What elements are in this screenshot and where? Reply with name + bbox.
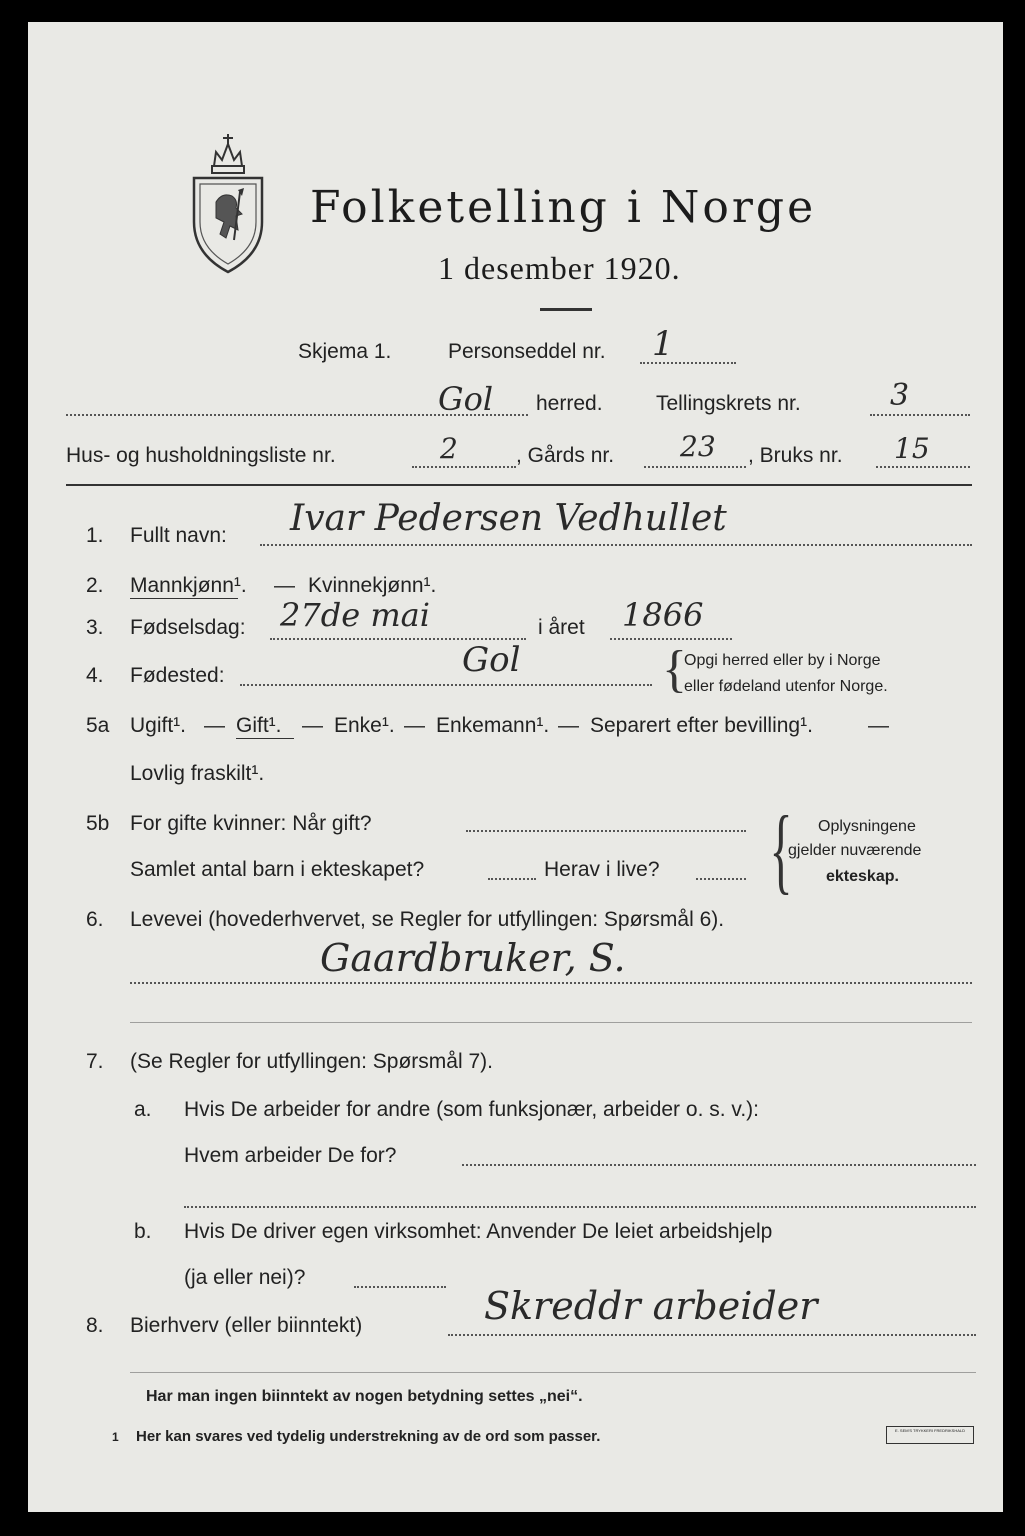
q7b-line2: (ja eller nei)? xyxy=(184,1266,306,1289)
bruks-value: 15 xyxy=(894,432,930,465)
q6-number: 6. xyxy=(86,908,104,931)
tellingskrets-value: 3 xyxy=(890,378,910,413)
herred-label: herred. xyxy=(536,392,603,415)
q5a-dash-4: — xyxy=(558,714,579,737)
q1-line xyxy=(260,544,972,546)
husholdningsliste-value: 2 xyxy=(440,432,458,465)
q5a-gift[interactable]: Gift¹. xyxy=(236,714,282,737)
skjema-label: Skjema 1. xyxy=(298,340,392,363)
gards-value: 23 xyxy=(680,430,716,463)
q3-number: 3. xyxy=(86,616,104,639)
form-title: Folketelling i Norge xyxy=(310,182,817,233)
q7a-line1: Hvis De arbeider for andre (som funksjonær, arbeider o. s. v.): xyxy=(184,1098,760,1121)
q1-label: Fullt navn: xyxy=(130,524,227,547)
q5a-dash-2: — xyxy=(302,714,323,737)
q2-number: 2. xyxy=(86,574,104,597)
gards-line xyxy=(644,466,746,468)
tellingskrets-label: Tellingskrets nr. xyxy=(656,392,801,415)
q1-value: Ivar Pedersen Vedhullet xyxy=(290,498,727,539)
husholdningsliste-line xyxy=(412,466,516,468)
q4-value: Gol xyxy=(462,640,521,680)
q5b-note-line1: Oplysningene xyxy=(818,818,916,835)
q7a-line xyxy=(462,1164,976,1166)
q5b-married-line xyxy=(466,830,746,832)
q3-year-value: 1866 xyxy=(622,596,704,634)
norwegian-coat-of-arms-icon xyxy=(186,130,270,278)
q4-number: 4. xyxy=(86,664,104,687)
q7b-line xyxy=(354,1286,446,1288)
personseddel-value: 1 xyxy=(652,324,674,364)
q8-label: Bierhverv (eller biinntekt) xyxy=(130,1314,363,1337)
q7a-line2: Hvem arbeider De for? xyxy=(184,1144,397,1167)
q5a-enkemann[interactable]: Enkemann¹. xyxy=(436,714,550,737)
personseddel-label: Personseddel nr. xyxy=(448,340,606,363)
q6-line xyxy=(130,982,972,984)
q5b-note-line2: gjelder nuværende xyxy=(788,842,922,859)
gards-label: , Gårds nr. xyxy=(516,444,615,467)
q1-number: 1. xyxy=(86,524,104,547)
q4-brace: { xyxy=(662,641,687,698)
q7b-number: b. xyxy=(134,1220,152,1243)
q5b-note-line3: ekteskap. xyxy=(826,868,899,885)
footnote-text: Her kan svares ved tydelig understrekning av de ord som passer. xyxy=(136,1428,601,1445)
q5b-children-line xyxy=(488,878,536,880)
q7a-extra-line xyxy=(184,1206,976,1208)
q7-number: 7. xyxy=(86,1050,104,1073)
q5a-dash-1: — xyxy=(204,714,225,737)
q4-note-line1: Opgi herred eller by i Norge xyxy=(684,652,881,669)
q6-label: Levevei (hovederhvervet, se Regler for utfyllingen: Spørsmål 6). xyxy=(130,908,725,931)
q2-separator: — xyxy=(274,574,295,597)
q3-year-line xyxy=(610,638,732,640)
q5b-line1: For gifte kvinner: Når gift? xyxy=(130,812,372,835)
q5a-number: 5a xyxy=(86,714,110,737)
q4-line xyxy=(240,684,652,686)
q5b-children-label: Samlet antal barn i ekteskapet? xyxy=(130,858,425,881)
q6-extra-line xyxy=(130,1022,972,1023)
q5b-alive-label: Herav i live? xyxy=(544,858,660,881)
q3-value: 27de mai xyxy=(280,596,430,634)
herred-value: Gol xyxy=(438,380,494,418)
tellingskrets-line xyxy=(870,414,970,416)
q5b-number: 5b xyxy=(86,812,110,835)
q2-male-underline xyxy=(130,598,238,599)
q5b-brace: { xyxy=(769,796,793,903)
form-subtitle: 1 desember 1920. xyxy=(438,250,681,286)
bruks-line xyxy=(876,466,970,468)
q6-value: Gaardbruker, S. xyxy=(320,936,626,980)
q8-line xyxy=(448,1334,976,1336)
q8-extra-line xyxy=(130,1372,976,1373)
printer-stamp: E. SEM'S TRYKKERI FREDRIKSHALD xyxy=(886,1426,974,1444)
husholdningsliste-label: Hus- og husholdningsliste nr. xyxy=(66,444,336,467)
q4-label: Fødested: xyxy=(130,664,225,687)
q5a-ugift[interactable]: Ugift¹. xyxy=(130,714,187,737)
q2-female[interactable]: Kvinnekjønn¹. xyxy=(308,574,437,597)
footer-note: Har man ingen biinntekt av nogen betydning settes „nei“. xyxy=(146,1388,583,1405)
q7-label: (Se Regler for utfyllingen: Spørsmål 7). xyxy=(130,1050,493,1073)
census-form-page xyxy=(28,22,1003,1512)
q5a-gift-underline xyxy=(236,738,294,739)
title-divider xyxy=(540,308,592,311)
footnote-number: 1 xyxy=(112,1430,119,1444)
q8-value: Skreddr arbeider xyxy=(484,1284,818,1328)
q5a-enke[interactable]: Enke¹. xyxy=(334,714,395,737)
q5a-fraskilt[interactable]: Lovlig fraskilt¹. xyxy=(130,762,265,785)
q7a-number: a. xyxy=(134,1098,152,1121)
q2-male[interactable]: Mannkjønn¹. xyxy=(130,574,247,597)
q5a-dash-5: — xyxy=(868,714,889,737)
q8-number: 8. xyxy=(86,1314,104,1337)
q5b-alive-line xyxy=(696,878,746,880)
header-rule xyxy=(66,484,972,486)
q5a-separert[interactable]: Separert efter bevilling¹. xyxy=(590,714,813,737)
q3-label: Fødselsdag: xyxy=(130,616,246,639)
bruks-label: , Bruks nr. xyxy=(748,444,843,467)
q5a-dash-3: — xyxy=(404,714,425,737)
q7b-line1: Hvis De driver egen virksomhet: Anvender De leiet arbeidshjelp xyxy=(184,1220,773,1243)
q3-year-label: i året xyxy=(538,616,585,639)
q4-note-line2: eller fødeland utenfor Norge. xyxy=(684,678,888,695)
